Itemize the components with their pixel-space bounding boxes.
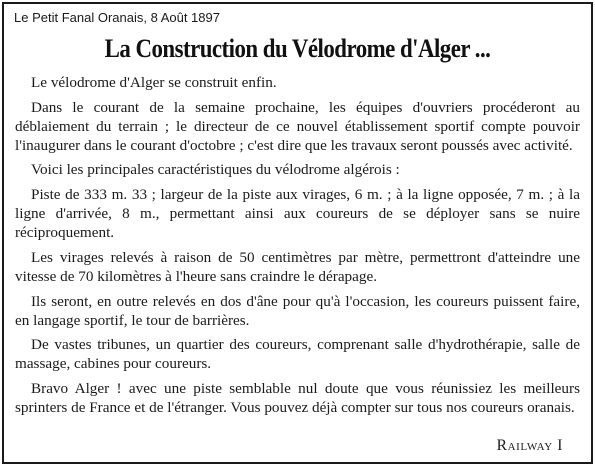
article-paragraph: Le vélodrome d'Alger se construit enfin. (31, 74, 277, 91)
article-paragraph: Les virages relevés à raison de 50 centimètres par mètre, permettront d'atteindre une vitesse de 70 kilomètres à l'heure sans craindre le dérapage. (15, 248, 580, 286)
article-paragraph: Piste de 333 m. 33 ; largeur de la piste aux virages, 6 m. ; à la ligne opposée, 7 m. ; à la ligne d'arrivée, 8 m., permettant ainsi aux coureurs de se déployer sans se nuire réciproquement. (15, 185, 580, 242)
article-frame (2, 2, 593, 464)
article-paragraph: Ils seront, en outre relevés en dos d'âne pour qu'à l'occasion, les coureurs puissent faire, en langage sportif, le tour de barrières. (15, 292, 580, 329)
newspaper-source-line: Le Petit Fanal Oranais, 8 Août 1897 (14, 10, 220, 25)
article-paragraph: Bravo Alger ! avec une piste semblable nul doute que vous réunissiez les meilleurs sprinters de France et de l'étranger. Vous pouvez déjà compter sur tous nos coureurs oranais. (15, 379, 580, 417)
article-headline: La Construction du Vélodrome d'Alger ... (104, 34, 491, 63)
article-paragraph: Voici les principales caractéristiques du vélodrome algérois : (31, 161, 400, 179)
article-paragraph: Dans le courant de la semaine prochaine, les équipes d'ouvriers procéderont au déblaiement du terrain ; le directeur de ce nouvel établissement sportif compte pouvoir l'inaugurer dans le courant d'octobre ; c'est dire que les travaux seront poussés avec activité. (15, 98, 580, 154)
author-signature: Railway I (496, 437, 563, 454)
article-body (15, 73, 580, 423)
article-paragraph: De vastes tribunes, un quartier des coureurs, comprenant salle d'hydrothérapie, salle de massage, cabines pour coureurs. (15, 336, 580, 373)
